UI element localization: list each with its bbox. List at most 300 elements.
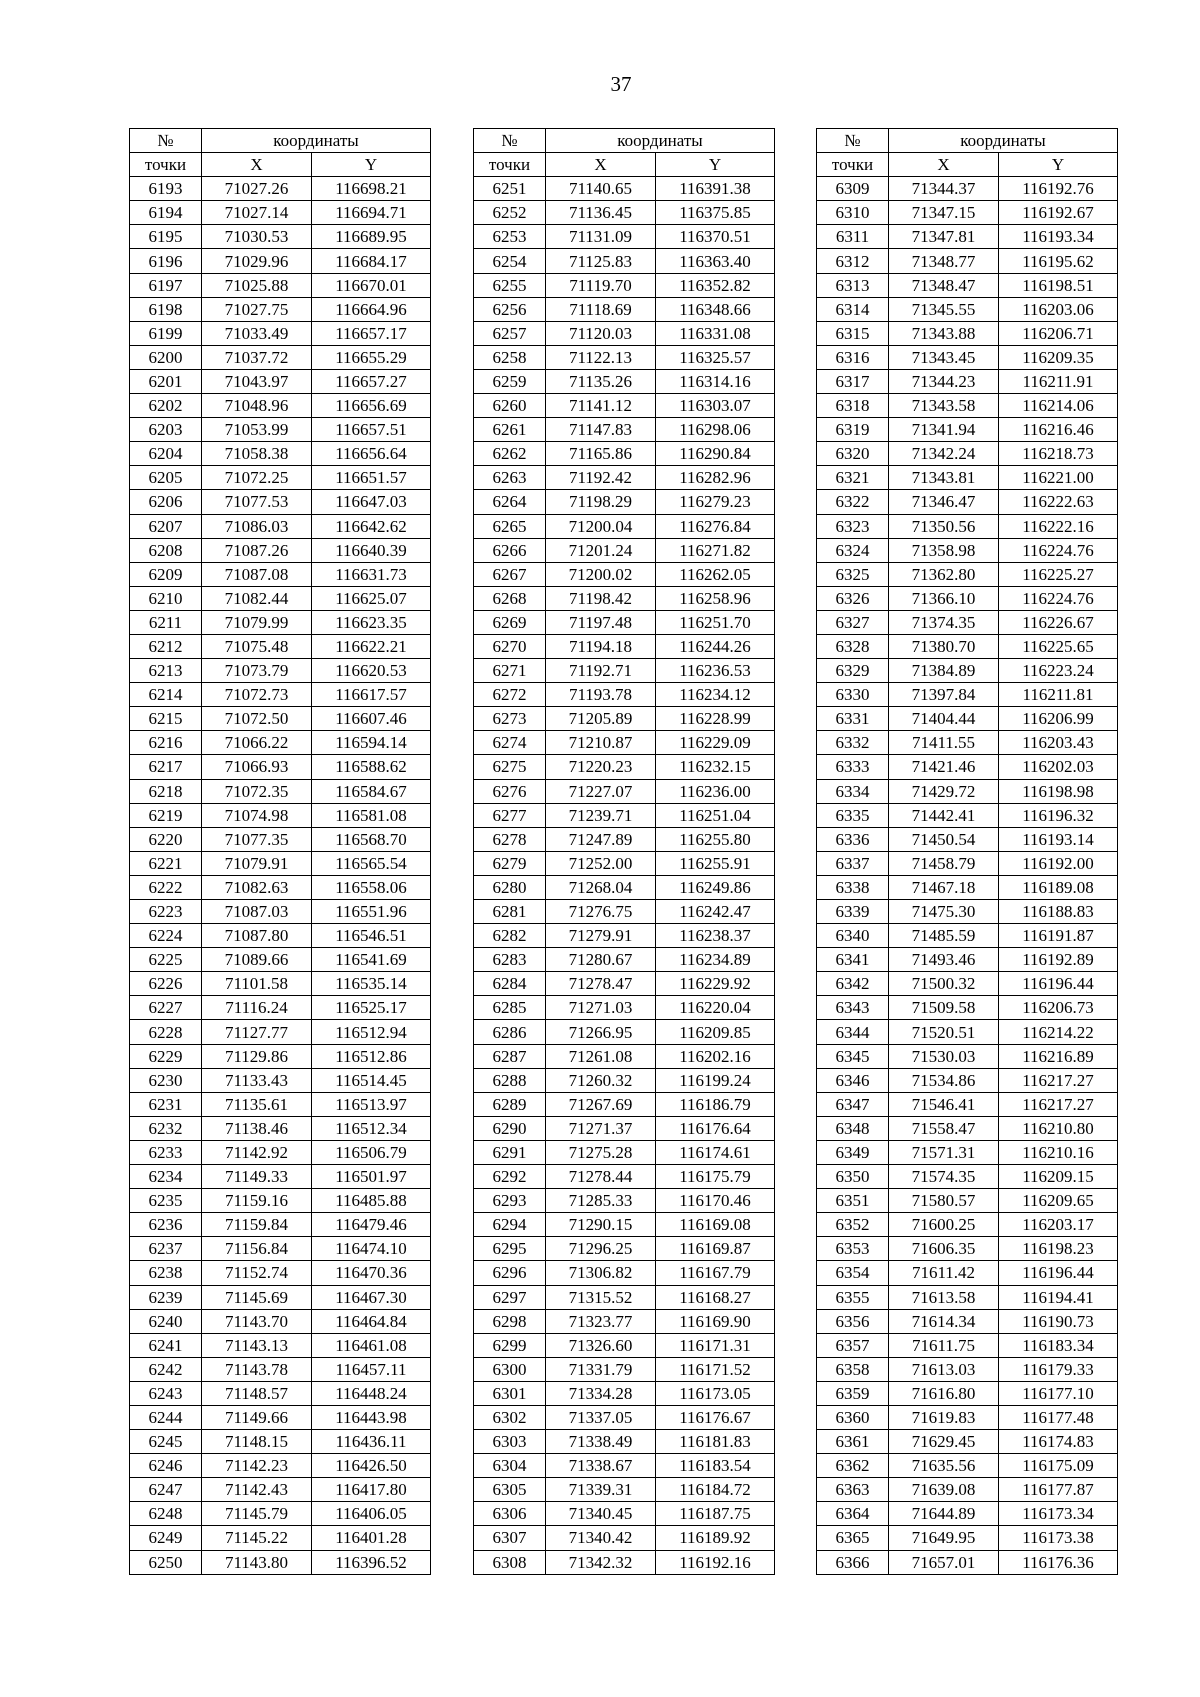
table-row <box>130 345 431 369</box>
x-coordinate-cell: 71133.43 <box>202 1068 312 1092</box>
y-coordinate-cell: 116175.79 <box>656 1165 775 1189</box>
table-row <box>817 1285 1118 1309</box>
table-row <box>474 177 775 201</box>
y-coordinate-cell: 116209.35 <box>999 345 1118 369</box>
header-point: точки <box>817 153 889 177</box>
x-coordinate-cell: 71534.86 <box>889 1068 999 1092</box>
y-coordinate-cell: 116391.38 <box>656 177 775 201</box>
point-number-cell: 6210 <box>130 586 202 610</box>
point-number-cell: 6320 <box>817 442 889 466</box>
y-coordinate-cell: 116225.65 <box>999 634 1118 658</box>
point-number-cell: 6206 <box>130 490 202 514</box>
x-coordinate-cell: 71509.58 <box>889 996 999 1020</box>
y-coordinate-cell: 116214.22 <box>999 1020 1118 1044</box>
table-row <box>130 996 431 1020</box>
x-coordinate-cell: 71029.96 <box>202 249 312 273</box>
y-coordinate-cell: 116218.73 <box>999 442 1118 466</box>
x-coordinate-cell: 71197.48 <box>546 610 656 634</box>
y-coordinate-cell: 116216.46 <box>999 418 1118 442</box>
x-coordinate-cell: 71087.08 <box>202 562 312 586</box>
x-coordinate-cell: 71082.63 <box>202 875 312 899</box>
y-coordinate-cell: 116210.80 <box>999 1116 1118 1140</box>
point-number-cell: 6335 <box>817 803 889 827</box>
y-coordinate-cell: 116199.24 <box>656 1068 775 1092</box>
table-row <box>474 1092 775 1116</box>
y-coordinate-cell: 116485.88 <box>312 1189 431 1213</box>
y-coordinate-cell: 116176.64 <box>656 1116 775 1140</box>
x-coordinate-cell: 71450.54 <box>889 827 999 851</box>
point-number-cell: 6333 <box>817 755 889 779</box>
y-coordinate-cell: 116244.26 <box>656 634 775 658</box>
y-coordinate-cell: 116656.64 <box>312 442 431 466</box>
coordinates-table-2 <box>473 128 775 1575</box>
header-y: Y <box>656 153 775 177</box>
table-row <box>474 1140 775 1164</box>
point-number-cell: 6228 <box>130 1020 202 1044</box>
x-coordinate-cell: 71580.57 <box>889 1189 999 1213</box>
point-number-cell: 6317 <box>817 369 889 393</box>
y-coordinate-cell: 116234.89 <box>656 948 775 972</box>
table-row <box>130 948 431 972</box>
point-number-cell: 6341 <box>817 948 889 972</box>
point-number-cell: 6286 <box>474 1020 546 1044</box>
y-coordinate-cell: 116173.34 <box>999 1502 1118 1526</box>
point-number-cell: 6243 <box>130 1381 202 1405</box>
table-row <box>130 900 431 924</box>
point-number-cell: 6328 <box>817 634 889 658</box>
table-row <box>130 707 431 731</box>
point-number-cell: 6261 <box>474 418 546 442</box>
point-number-cell: 6272 <box>474 683 546 707</box>
x-coordinate-cell: 71127.77 <box>202 1020 312 1044</box>
point-number-cell: 6204 <box>130 442 202 466</box>
table-row <box>474 803 775 827</box>
point-number-cell: 6342 <box>817 972 889 996</box>
x-coordinate-cell: 71644.89 <box>889 1502 999 1526</box>
table-row <box>474 514 775 538</box>
point-number-cell: 6236 <box>130 1213 202 1237</box>
x-coordinate-cell: 71210.87 <box>546 731 656 755</box>
table-row <box>474 1261 775 1285</box>
x-coordinate-cell: 71350.56 <box>889 514 999 538</box>
y-coordinate-cell: 116181.83 <box>656 1430 775 1454</box>
y-coordinate-cell: 116625.07 <box>312 586 431 610</box>
point-number-cell: 6229 <box>130 1044 202 1068</box>
y-coordinate-cell: 116314.16 <box>656 369 775 393</box>
y-coordinate-cell: 116188.83 <box>999 900 1118 924</box>
table-row <box>474 1285 775 1309</box>
point-number-cell: 6312 <box>817 249 889 273</box>
table-row <box>130 394 431 418</box>
point-number-cell: 6267 <box>474 562 546 586</box>
table-row <box>474 1309 775 1333</box>
x-coordinate-cell: 71156.84 <box>202 1237 312 1261</box>
header-point: точки <box>130 153 202 177</box>
x-coordinate-cell: 71030.53 <box>202 225 312 249</box>
table-row <box>817 1068 1118 1092</box>
point-number-cell: 6250 <box>130 1550 202 1574</box>
table-row <box>474 1381 775 1405</box>
x-coordinate-cell: 71027.75 <box>202 297 312 321</box>
x-coordinate-cell: 71280.67 <box>546 948 656 972</box>
table-row <box>474 1116 775 1140</box>
y-coordinate-cell: 116169.90 <box>656 1309 775 1333</box>
x-coordinate-cell: 71268.04 <box>546 875 656 899</box>
point-number-cell: 6337 <box>817 851 889 875</box>
x-coordinate-cell: 71048.96 <box>202 394 312 418</box>
point-number-cell: 6314 <box>817 297 889 321</box>
x-coordinate-cell: 71639.08 <box>889 1478 999 1502</box>
y-coordinate-cell: 116282.96 <box>656 466 775 490</box>
x-coordinate-cell: 71326.60 <box>546 1333 656 1357</box>
x-coordinate-cell: 71227.07 <box>546 779 656 803</box>
y-coordinate-cell: 116401.28 <box>312 1526 431 1550</box>
y-coordinate-cell: 116220.04 <box>656 996 775 1020</box>
point-number-cell: 6194 <box>130 201 202 225</box>
x-coordinate-cell: 71140.65 <box>546 177 656 201</box>
table-row <box>817 442 1118 466</box>
x-coordinate-cell: 71530.03 <box>889 1044 999 1068</box>
point-number-cell: 6200 <box>130 345 202 369</box>
x-coordinate-cell: 71347.15 <box>889 201 999 225</box>
table-row <box>474 827 775 851</box>
table-row <box>130 1165 431 1189</box>
y-coordinate-cell: 116190.73 <box>999 1309 1118 1333</box>
x-coordinate-cell: 71220.23 <box>546 755 656 779</box>
table-row <box>130 369 431 393</box>
point-number-cell: 6313 <box>817 273 889 297</box>
table-row <box>817 538 1118 562</box>
x-coordinate-cell: 71079.91 <box>202 851 312 875</box>
point-number-cell: 6327 <box>817 610 889 634</box>
table-row <box>130 634 431 658</box>
x-coordinate-cell: 71143.80 <box>202 1550 312 1574</box>
y-coordinate-cell: 116175.09 <box>999 1454 1118 1478</box>
point-number-cell: 6334 <box>817 779 889 803</box>
y-coordinate-cell: 116206.73 <box>999 996 1118 1020</box>
y-coordinate-cell: 116229.09 <box>656 731 775 755</box>
table-row <box>817 1140 1118 1164</box>
point-number-cell: 6264 <box>474 490 546 514</box>
table-row <box>474 1357 775 1381</box>
table-row <box>130 1140 431 1164</box>
y-coordinate-cell: 116222.63 <box>999 490 1118 514</box>
table-row <box>130 1237 431 1261</box>
y-coordinate-cell: 116210.16 <box>999 1140 1118 1164</box>
x-coordinate-cell: 71306.82 <box>546 1261 656 1285</box>
y-coordinate-cell: 116234.12 <box>656 683 775 707</box>
x-coordinate-cell: 71290.15 <box>546 1213 656 1237</box>
x-coordinate-cell: 71458.79 <box>889 851 999 875</box>
x-coordinate-cell: 71343.45 <box>889 345 999 369</box>
point-number-cell: 6234 <box>130 1165 202 1189</box>
table-row <box>474 1068 775 1092</box>
x-coordinate-cell: 71053.99 <box>202 418 312 442</box>
x-coordinate-cell: 71074.98 <box>202 803 312 827</box>
table-row <box>817 610 1118 634</box>
x-coordinate-cell: 71421.46 <box>889 755 999 779</box>
y-coordinate-cell: 116228.99 <box>656 707 775 731</box>
point-number-cell: 6207 <box>130 514 202 538</box>
point-number-cell: 6211 <box>130 610 202 634</box>
y-coordinate-cell: 116370.51 <box>656 225 775 249</box>
y-coordinate-cell: 116203.06 <box>999 297 1118 321</box>
y-coordinate-cell: 116179.33 <box>999 1357 1118 1381</box>
point-number-cell: 6352 <box>817 1213 889 1237</box>
y-coordinate-cell: 116177.48 <box>999 1405 1118 1429</box>
point-number-cell: 6325 <box>817 562 889 586</box>
table-row <box>817 1357 1118 1381</box>
point-number-cell: 6214 <box>130 683 202 707</box>
y-coordinate-cell: 116512.34 <box>312 1116 431 1140</box>
point-number-cell: 6319 <box>817 418 889 442</box>
y-coordinate-cell: 116192.00 <box>999 851 1118 875</box>
table-row <box>817 731 1118 755</box>
x-coordinate-cell: 71343.58 <box>889 394 999 418</box>
x-coordinate-cell: 71079.99 <box>202 610 312 634</box>
table-row <box>817 586 1118 610</box>
point-number-cell: 6349 <box>817 1140 889 1164</box>
point-number-cell: 6266 <box>474 538 546 562</box>
y-coordinate-cell: 116236.53 <box>656 659 775 683</box>
x-coordinate-cell: 71279.91 <box>546 924 656 948</box>
table-row <box>474 345 775 369</box>
point-number-cell: 6301 <box>474 1381 546 1405</box>
table-row <box>130 1381 431 1405</box>
point-number-cell: 6355 <box>817 1285 889 1309</box>
point-number-cell: 6274 <box>474 731 546 755</box>
table-row <box>474 683 775 707</box>
x-coordinate-cell: 71343.88 <box>889 321 999 345</box>
point-number-cell: 6225 <box>130 948 202 972</box>
table-row <box>817 1309 1118 1333</box>
table-row <box>474 1550 775 1574</box>
table-row <box>817 707 1118 731</box>
y-coordinate-cell: 116225.27 <box>999 562 1118 586</box>
x-coordinate-cell: 71278.44 <box>546 1165 656 1189</box>
y-coordinate-cell: 116174.61 <box>656 1140 775 1164</box>
y-coordinate-cell: 116279.23 <box>656 490 775 514</box>
x-coordinate-cell: 71120.03 <box>546 321 656 345</box>
x-coordinate-cell: 71275.28 <box>546 1140 656 1164</box>
y-coordinate-cell: 116206.71 <box>999 321 1118 345</box>
table-row <box>817 1237 1118 1261</box>
x-coordinate-cell: 71260.32 <box>546 1068 656 1092</box>
y-coordinate-cell: 116203.17 <box>999 1213 1118 1237</box>
header-y: Y <box>312 153 431 177</box>
point-number-cell: 6283 <box>474 948 546 972</box>
y-coordinate-cell: 116223.24 <box>999 659 1118 683</box>
x-coordinate-cell: 71119.70 <box>546 273 656 297</box>
table-row <box>130 418 431 442</box>
x-coordinate-cell: 71165.86 <box>546 442 656 466</box>
x-coordinate-cell: 71614.34 <box>889 1309 999 1333</box>
table-row <box>130 924 431 948</box>
coordinates-table-3 <box>816 128 1118 1575</box>
x-coordinate-cell: 71129.86 <box>202 1044 312 1068</box>
x-coordinate-cell: 71358.98 <box>889 538 999 562</box>
x-coordinate-cell: 71136.45 <box>546 201 656 225</box>
x-coordinate-cell: 71344.23 <box>889 369 999 393</box>
x-coordinate-cell: 71239.71 <box>546 803 656 827</box>
table-row <box>817 1381 1118 1405</box>
table-row <box>817 321 1118 345</box>
x-coordinate-cell: 71338.49 <box>546 1430 656 1454</box>
table-row <box>474 1502 775 1526</box>
header-x: X <box>889 153 999 177</box>
table-row <box>474 321 775 345</box>
point-number-cell: 6213 <box>130 659 202 683</box>
y-coordinate-cell: 116189.92 <box>656 1526 775 1550</box>
y-coordinate-cell: 116168.27 <box>656 1285 775 1309</box>
table-row <box>817 1405 1118 1429</box>
point-number-cell: 6205 <box>130 466 202 490</box>
x-coordinate-cell: 71087.03 <box>202 900 312 924</box>
table-row <box>817 755 1118 779</box>
table-row <box>130 1333 431 1357</box>
table-row <box>130 201 431 225</box>
x-coordinate-cell: 71261.08 <box>546 1044 656 1068</box>
table-row <box>474 1454 775 1478</box>
point-number-cell: 6259 <box>474 369 546 393</box>
y-coordinate-cell: 116607.46 <box>312 707 431 731</box>
x-coordinate-cell: 71485.59 <box>889 924 999 948</box>
table-row <box>130 514 431 538</box>
point-number-cell: 6240 <box>130 1309 202 1333</box>
y-coordinate-cell: 116620.53 <box>312 659 431 683</box>
x-coordinate-cell: 71267.69 <box>546 1092 656 1116</box>
point-number-cell: 6302 <box>474 1405 546 1429</box>
point-number-cell: 6316 <box>817 345 889 369</box>
header-coordinates: координаты <box>202 129 431 153</box>
point-number-cell: 6311 <box>817 225 889 249</box>
point-number-cell: 6323 <box>817 514 889 538</box>
table-row <box>474 900 775 924</box>
y-coordinate-cell: 116236.00 <box>656 779 775 803</box>
point-number-cell: 6254 <box>474 249 546 273</box>
table-row <box>817 514 1118 538</box>
point-number-cell: 6308 <box>474 1550 546 1574</box>
point-number-cell: 6258 <box>474 345 546 369</box>
point-number-cell: 6223 <box>130 900 202 924</box>
x-coordinate-cell: 71411.55 <box>889 731 999 755</box>
point-number-cell: 6270 <box>474 634 546 658</box>
point-number-cell: 6246 <box>130 1454 202 1478</box>
y-coordinate-cell: 116226.67 <box>999 610 1118 634</box>
x-coordinate-cell: 71340.45 <box>546 1502 656 1526</box>
x-coordinate-cell: 71058.38 <box>202 442 312 466</box>
x-coordinate-cell: 71613.58 <box>889 1285 999 1309</box>
table-row <box>817 273 1118 297</box>
y-coordinate-cell: 116176.36 <box>999 1550 1118 1574</box>
point-number-cell: 6242 <box>130 1357 202 1381</box>
point-number-cell: 6345 <box>817 1044 889 1068</box>
x-coordinate-cell: 71247.89 <box>546 827 656 851</box>
y-coordinate-cell: 116565.54 <box>312 851 431 875</box>
y-coordinate-cell: 116255.91 <box>656 851 775 875</box>
x-coordinate-cell: 71073.79 <box>202 659 312 683</box>
table-row <box>474 249 775 273</box>
point-number-cell: 6353 <box>817 1237 889 1261</box>
table-row <box>817 1502 1118 1526</box>
point-number-cell: 6285 <box>474 996 546 1020</box>
table-row <box>130 610 431 634</box>
point-number-cell: 6365 <box>817 1526 889 1550</box>
x-coordinate-cell: 71148.15 <box>202 1430 312 1454</box>
y-coordinate-cell: 116348.66 <box>656 297 775 321</box>
x-coordinate-cell: 71347.81 <box>889 225 999 249</box>
table-row <box>817 297 1118 321</box>
x-coordinate-cell: 71145.69 <box>202 1285 312 1309</box>
table-row <box>130 1478 431 1502</box>
y-coordinate-cell: 116470.36 <box>312 1261 431 1285</box>
x-coordinate-cell: 71077.53 <box>202 490 312 514</box>
x-coordinate-cell: 71616.80 <box>889 1381 999 1405</box>
table-row <box>130 1189 431 1213</box>
y-coordinate-cell: 116216.89 <box>999 1044 1118 1068</box>
y-coordinate-cell: 116514.45 <box>312 1068 431 1092</box>
y-coordinate-cell: 116174.83 <box>999 1430 1118 1454</box>
x-coordinate-cell: 71135.26 <box>546 369 656 393</box>
x-coordinate-cell: 71558.47 <box>889 1116 999 1140</box>
x-coordinate-cell: 71384.89 <box>889 659 999 683</box>
point-number-cell: 6292 <box>474 1165 546 1189</box>
point-number-cell: 6318 <box>817 394 889 418</box>
table-row <box>130 779 431 803</box>
y-coordinate-cell: 116192.16 <box>656 1550 775 1574</box>
table-row <box>817 875 1118 899</box>
table-row <box>474 1237 775 1261</box>
x-coordinate-cell: 71152.74 <box>202 1261 312 1285</box>
table-row <box>817 1020 1118 1044</box>
y-coordinate-cell: 116221.00 <box>999 466 1118 490</box>
point-number-cell: 6279 <box>474 851 546 875</box>
y-coordinate-cell: 116217.27 <box>999 1068 1118 1092</box>
point-number-cell: 6278 <box>474 827 546 851</box>
x-coordinate-cell: 71143.13 <box>202 1333 312 1357</box>
x-coordinate-cell: 71520.51 <box>889 1020 999 1044</box>
table-row <box>130 1044 431 1068</box>
y-coordinate-cell: 116622.21 <box>312 634 431 658</box>
table-row <box>817 634 1118 658</box>
y-coordinate-cell: 116169.87 <box>656 1237 775 1261</box>
y-coordinate-cell: 116255.80 <box>656 827 775 851</box>
point-number-cell: 6298 <box>474 1309 546 1333</box>
x-coordinate-cell: 71337.05 <box>546 1405 656 1429</box>
table-row <box>817 1454 1118 1478</box>
point-number-cell: 6209 <box>130 562 202 586</box>
x-coordinate-cell: 71374.35 <box>889 610 999 634</box>
point-number-cell: 6339 <box>817 900 889 924</box>
point-number-cell: 6289 <box>474 1092 546 1116</box>
x-coordinate-cell: 71135.61 <box>202 1092 312 1116</box>
point-number-cell: 6221 <box>130 851 202 875</box>
point-number-cell: 6362 <box>817 1454 889 1478</box>
table-row <box>817 1189 1118 1213</box>
x-coordinate-cell: 71334.28 <box>546 1381 656 1405</box>
y-coordinate-cell: 116262.05 <box>656 562 775 586</box>
x-coordinate-cell: 71159.84 <box>202 1213 312 1237</box>
y-coordinate-cell: 116271.82 <box>656 538 775 562</box>
point-number-cell: 6232 <box>130 1116 202 1140</box>
y-coordinate-cell: 116363.40 <box>656 249 775 273</box>
y-coordinate-cell: 116655.29 <box>312 345 431 369</box>
y-coordinate-cell: 116209.85 <box>656 1020 775 1044</box>
table-row <box>474 779 775 803</box>
table-row <box>817 345 1118 369</box>
y-coordinate-cell: 116196.44 <box>999 972 1118 996</box>
y-coordinate-cell: 116196.44 <box>999 1261 1118 1285</box>
